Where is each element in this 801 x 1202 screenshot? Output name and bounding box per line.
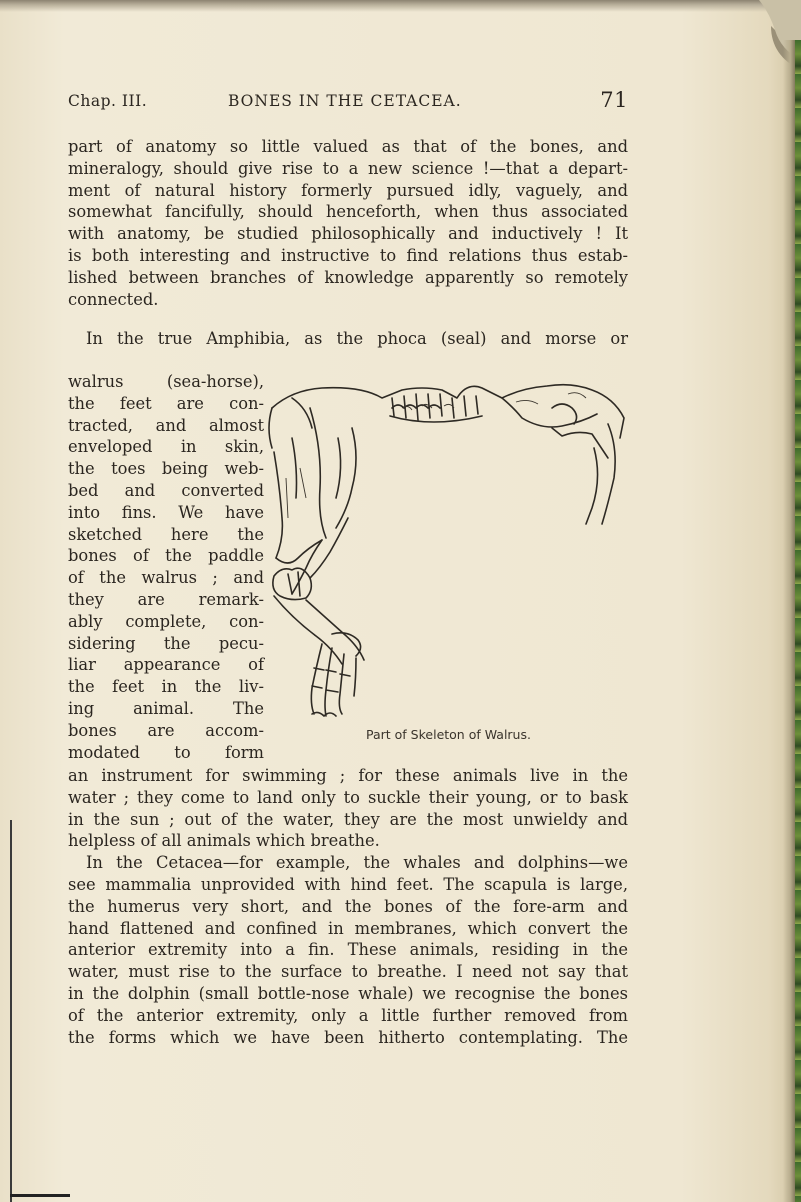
text-line: sidering the pecu- xyxy=(68,633,264,653)
text-line: water, must rise to the surface to breathe. I need not say that xyxy=(68,962,628,982)
text-line: in the sun ; out of the water, they are the most unwieldy and xyxy=(68,809,628,829)
text-line: In the true Amphibia, as the phoca (seal) and morse or xyxy=(86,329,628,348)
text-line: of the walrus ; and xyxy=(68,568,264,588)
top-page-shadow xyxy=(0,0,801,12)
left-margin-rule xyxy=(10,820,12,1202)
text-line: anterior extremity into a fin. These animals, residing in the xyxy=(68,940,628,960)
text-line: the humerus very short, and the bones of the fore-arm and xyxy=(68,896,628,916)
text-line: in the dolphin (small bottle-nose whale) we recognise the bones xyxy=(68,983,628,1003)
running-head xyxy=(68,88,628,114)
text-line: walrus (sea-horse), xyxy=(68,372,264,391)
text-line: water ; they come to land only to suckle their young, or to bask xyxy=(68,787,628,807)
text-line: modated to form xyxy=(68,742,264,762)
text-line: hand flattened and confined in membranes, which convert the xyxy=(68,918,628,938)
paragraph-1 xyxy=(68,136,628,310)
text-line: bed and converted xyxy=(68,480,264,500)
text-line: somewhat fancifully, should henceforth, when thus associated xyxy=(68,202,628,222)
running-title: BONES IN THE CETACEA. xyxy=(228,92,462,110)
page-number: 71 xyxy=(600,88,628,112)
text-line: they are remark- xyxy=(68,589,264,609)
text-line: helpless of all animals which breathe. xyxy=(68,831,380,851)
paragraph-2-wrapped-text xyxy=(68,371,264,763)
text-line: ably complete, con- xyxy=(68,611,264,631)
text-line: sketched here the xyxy=(68,524,264,544)
chapter-label: Chap. III. xyxy=(68,92,148,110)
text-line: connected. xyxy=(68,289,159,309)
paragraph-2-continuation-and-3 xyxy=(68,765,628,1048)
text-line: tracted, and almost xyxy=(68,415,264,435)
figure-caption: Part of Skeleton of Walrus. xyxy=(366,727,531,742)
text-line: is both interesting and instructive to find relations thus estab- xyxy=(68,245,628,265)
text-line: the feet in the liv- xyxy=(68,677,264,697)
walrus-skeleton-illustration xyxy=(252,368,632,718)
text-line: mineralogy, should give rise to a new science !—that a depart- xyxy=(68,158,628,178)
text-line: an instrument for swimming ; for these animals live in the xyxy=(68,766,628,785)
text-line: ing animal. The xyxy=(68,698,264,718)
text-line: liar appearance of xyxy=(68,655,264,675)
text-line: see mammalia unprovided with hind feet. The scapula is large, xyxy=(68,874,628,894)
page-right-edge xyxy=(783,40,801,1202)
text-line: the feet are con- xyxy=(68,393,264,413)
text-line: bones of the paddle xyxy=(68,546,264,566)
text-line: lished between branches of knowledge apparently so remotely xyxy=(68,267,628,287)
paragraph-2-opening xyxy=(68,328,628,350)
text-line: into fins. We have xyxy=(68,502,264,522)
text-line: bones are accom- xyxy=(68,720,264,740)
bottom-margin-rule xyxy=(10,1194,70,1197)
text-line: In the Cetacea—for example, the whales and dolphins—we xyxy=(86,853,628,873)
text-line: the forms which we have been hitherto contemplating. The xyxy=(68,1027,628,1047)
text-line: the toes being web- xyxy=(68,459,264,479)
text-line: enveloped in skin, xyxy=(68,437,264,457)
text-line: of the anterior extremity, only a little further removed from xyxy=(68,1005,628,1025)
text-line: with anatomy, be studied philosophically and inductively ! It xyxy=(68,224,628,244)
text-line: ment of natural history formerly pursued idly, vaguely, and xyxy=(68,180,628,200)
text-line: part of anatomy so little valued as that of the bones, and xyxy=(68,137,628,156)
